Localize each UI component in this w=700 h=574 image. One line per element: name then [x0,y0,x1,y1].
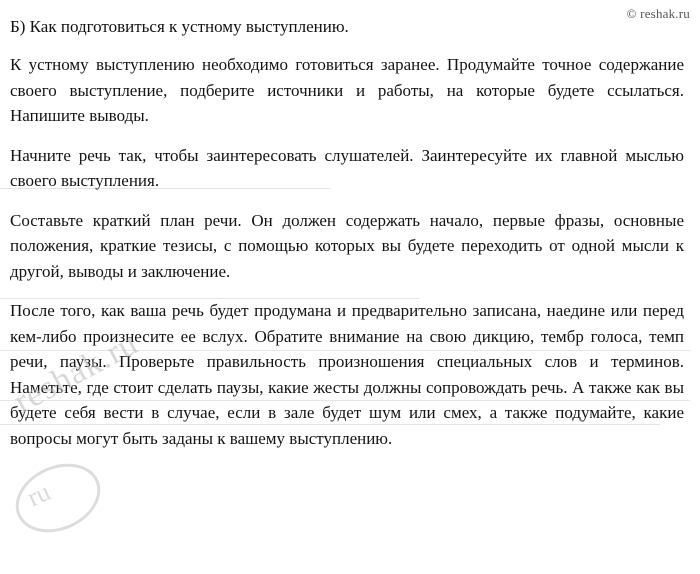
watermark-circle [5,451,111,545]
paragraph-2: Начните речь так, чтобы заинтересовать слушателей. Заинтересуйте их главной мыслью своего выступления. [10,145,684,190]
corner-watermark: © reshak.ru [626,6,690,21]
watermark-circle-label: ru [22,476,55,513]
watermark-text: reshak.ru [8,324,145,421]
page-title: Б) Как подготовиться к устному выступлению. [10,17,349,36]
paragraph-3: Составьте краткий план речи. Он должен содержать начало, первые фразы, основные положения, краткие тезисы, с помощью которых вы будете переходить от одной мысли к другой, выводы и заключение. [10,210,684,281]
paragraph-1: К устному выступлению необходимо готовиться заранее. Продумайте точное содержание своего выступление, подберите источники и работы, на которые будете ссылаться. Напишите выводы. [10,55,684,125]
paragraph-4: После того, как ваша речь будет продумана и предварительно записана, наедине или перед кем-либо произнесите ее вслух. Обратите внимание на свою дикцию, тембр голоса, темп речи, паузы. Проверьте правильность произношения специальных слов и терминов. Наметьте, где стоит сделать паузы, какие жесты должны сопровождать речь. А также как вы будете себя вести в случае, если в зале будет шум или смех, а также подумайте, какие вопросы могут быть заданы к вашему выступлению. [10,301,684,448]
